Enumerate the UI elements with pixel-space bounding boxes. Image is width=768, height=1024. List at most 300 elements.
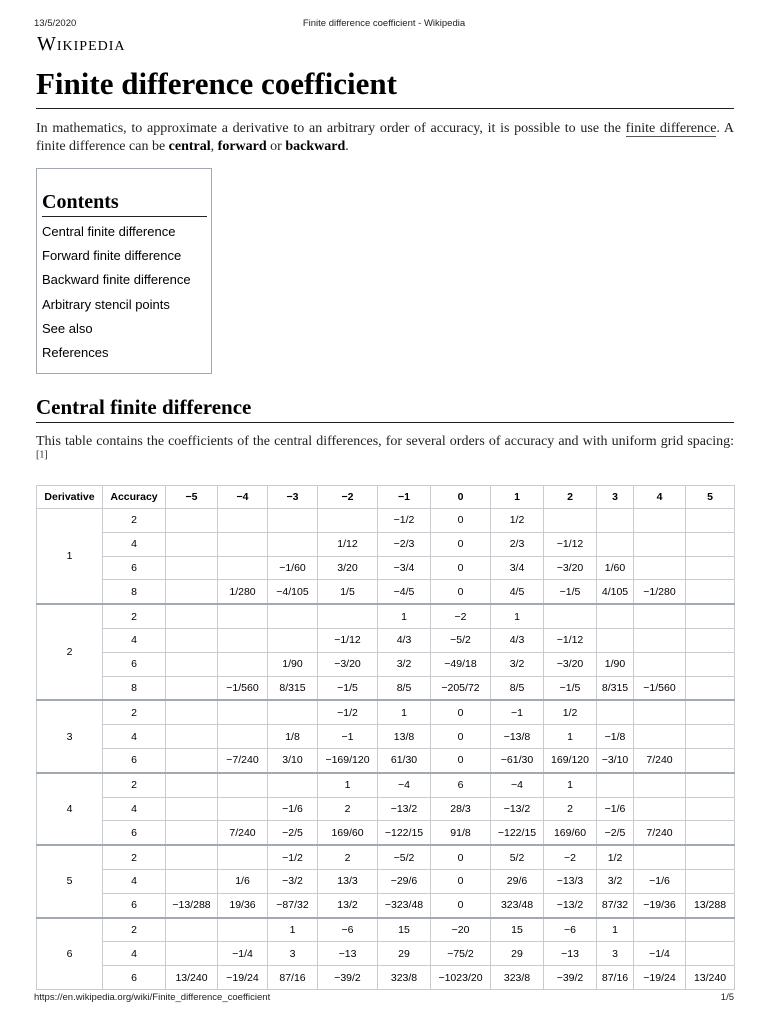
table-row [37, 556, 735, 580]
coefficient-cell: 87/16 [268, 966, 318, 990]
coefficient-cell [218, 773, 268, 797]
coefficient-cell: −122/15 [491, 821, 544, 845]
column-header: 2 [544, 486, 597, 509]
coefficient-cell: 1/60 [597, 556, 634, 580]
coefficient-cell: −6 [544, 918, 597, 942]
accuracy-cell: 6 [103, 821, 166, 845]
table-row [37, 604, 735, 628]
coefficient-cell [268, 700, 318, 724]
table-row [37, 628, 735, 652]
coefficient-cell: 1/90 [597, 652, 634, 676]
coefficient-cell: 13/288 [686, 893, 735, 917]
coefficient-cell: −13/3 [544, 869, 597, 893]
coefficient-cell: −49/18 [431, 652, 491, 676]
coefficient-cell: 1/2 [491, 509, 544, 533]
coefficient-cell: 1/2 [597, 845, 634, 869]
coefficient-cell: 13/2 [318, 893, 378, 917]
coefficient-cell: 8/5 [491, 676, 544, 700]
accuracy-cell: 6 [103, 556, 166, 580]
coefficient-cell: 87/16 [597, 966, 634, 990]
coefficient-cell [166, 604, 218, 628]
coefficient-cell: 1 [491, 604, 544, 628]
coefficient-cell [166, 918, 218, 942]
coefficient-cell: 169/60 [544, 821, 597, 845]
coefficient-cell: −4 [378, 773, 431, 797]
column-header: −3 [268, 486, 318, 509]
coefficient-cell: 1/12 [318, 532, 378, 556]
coefficient-cell [218, 509, 268, 533]
coefficient-cell [166, 845, 218, 869]
column-header: −1 [378, 486, 431, 509]
table-body [37, 509, 735, 990]
coefficient-cell [544, 604, 597, 628]
page-title: Finite difference coefficient [36, 64, 734, 109]
term-forward: forward [217, 139, 267, 154]
coefficient-cell [634, 604, 686, 628]
coefficient-cell: 3/4 [491, 556, 544, 580]
table-row [37, 652, 735, 676]
coefficient-cell: −29/6 [378, 869, 431, 893]
coefficient-cell: −5/2 [431, 628, 491, 652]
toc-item-references[interactable]: References [42, 344, 109, 360]
coefficient-cell: 13/240 [686, 966, 735, 990]
coefficient-cell [634, 797, 686, 821]
coefficient-cell: −1023/20 [431, 966, 491, 990]
coefficient-cell: −61/30 [491, 748, 544, 772]
accuracy-cell: 4 [103, 942, 166, 966]
coefficient-cell [218, 628, 268, 652]
table-row [37, 580, 735, 604]
coefficient-cell [686, 700, 735, 724]
intro-comma: , [210, 139, 218, 154]
coefficient-cell [634, 773, 686, 797]
coefficient-cell: −122/15 [378, 821, 431, 845]
coefficient-cell [318, 604, 378, 628]
accuracy-cell: 4 [103, 869, 166, 893]
section-text: This table contains the coefficients of the central differences, for several orders of accuracy and with uniform grid spacing: [36, 434, 734, 449]
coefficient-cell: −1/12 [544, 628, 597, 652]
finite-difference-link[interactable]: finite difference [625, 121, 717, 136]
central-difference-coefficient-table [36, 485, 735, 990]
coefficient-cell: 7/240 [634, 748, 686, 772]
derivative-cell: 1 [37, 509, 103, 605]
coefficient-cell [686, 556, 735, 580]
coefficient-cell: −4/5 [378, 580, 431, 604]
toc-title: Contents [42, 189, 207, 217]
coefficient-cell: 87/32 [597, 893, 634, 917]
table-row [37, 942, 735, 966]
table-row [37, 700, 735, 724]
coefficient-cell: 0 [431, 869, 491, 893]
coefficient-cell [686, 676, 735, 700]
accuracy-cell: 4 [103, 797, 166, 821]
coefficient-cell: 8/5 [378, 676, 431, 700]
coefficient-cell: 28/3 [431, 797, 491, 821]
coefficient-cell: 13/240 [166, 966, 218, 990]
table-row [37, 918, 735, 942]
table-row [37, 725, 735, 749]
coefficient-cell [686, 580, 735, 604]
coefficient-cell: −5/2 [378, 845, 431, 869]
column-header: −4 [218, 486, 268, 509]
coefficient-cell [318, 509, 378, 533]
derivative-cell: 6 [37, 918, 103, 990]
coefficient-cell: 3/20 [318, 556, 378, 580]
coefficient-cell [686, 942, 735, 966]
coefficient-cell: −1/5 [318, 676, 378, 700]
table-header-row [37, 486, 735, 509]
print-footer [34, 992, 734, 1004]
coefficient-cell [634, 652, 686, 676]
coefficient-cell [634, 556, 686, 580]
coefficient-cell [597, 604, 634, 628]
coefficient-cell: −1/560 [634, 676, 686, 700]
coefficient-cell: −13/2 [491, 797, 544, 821]
coefficient-cell: 323/8 [491, 966, 544, 990]
coefficient-cell [634, 725, 686, 749]
coefficient-cell [268, 532, 318, 556]
accuracy-cell: 6 [103, 966, 166, 990]
coefficient-cell [218, 797, 268, 821]
accuracy-cell: 2 [103, 604, 166, 628]
accuracy-cell: 4 [103, 628, 166, 652]
column-header: Accuracy [103, 486, 166, 509]
table-row [37, 869, 735, 893]
coefficient-cell [218, 532, 268, 556]
coefficient-cell: −13/8 [491, 725, 544, 749]
coefficient-cell [686, 845, 735, 869]
coefficient-cell [218, 725, 268, 749]
coefficient-cell: 1 [597, 918, 634, 942]
coefficient-cell [686, 869, 735, 893]
coefficient-cell: 61/30 [378, 748, 431, 772]
coefficient-cell [268, 509, 318, 533]
coefficient-cell: −19/36 [634, 893, 686, 917]
coefficient-cell: 4/5 [491, 580, 544, 604]
coefficient-cell [634, 628, 686, 652]
coefficient-cell [634, 532, 686, 556]
coefficient-cell: 13/3 [318, 869, 378, 893]
derivative-cell: 5 [37, 845, 103, 917]
coefficient-cell: 3/2 [491, 652, 544, 676]
coefficient-cell: −39/2 [318, 966, 378, 990]
coefficient-cell [686, 821, 735, 845]
coefficient-cell [218, 845, 268, 869]
coefficient-cell: 169/60 [318, 821, 378, 845]
coefficient-cell [686, 509, 735, 533]
coefficient-cell [597, 628, 634, 652]
coefficient-cell: −1/4 [634, 942, 686, 966]
coefficient-cell: −3/20 [318, 652, 378, 676]
coefficient-cell: 3/2 [597, 869, 634, 893]
coefficient-cell: −19/24 [634, 966, 686, 990]
coefficient-cell: 0 [431, 700, 491, 724]
intro-text-1: In mathematics, to approximate a derivative to an arbitrary order of accuracy, it is possible to use the [36, 121, 626, 136]
coefficient-cell: −1/8 [597, 725, 634, 749]
coefficient-cell: −13 [318, 942, 378, 966]
coefficient-cell: −13/288 [166, 893, 218, 917]
coefficient-cell: −3/4 [378, 556, 431, 580]
accuracy-cell: 6 [103, 893, 166, 917]
accuracy-cell: 6 [103, 748, 166, 772]
coefficient-cell: −1 [318, 725, 378, 749]
column-header: 3 [597, 486, 634, 509]
coefficient-cell [268, 628, 318, 652]
coefficient-cell: −3/20 [544, 556, 597, 580]
term-backward: backward [285, 139, 346, 154]
column-header: −2 [318, 486, 378, 509]
coefficient-cell: −1/560 [218, 676, 268, 700]
coefficient-cell: 1/5 [318, 580, 378, 604]
wikipedia-wordmark[interactable]: Wikipedia [37, 33, 126, 55]
coefficient-cell: 0 [431, 893, 491, 917]
coefficient-cell [166, 748, 218, 772]
coefficient-cell: −4/105 [268, 580, 318, 604]
coefficient-cell: −4 [491, 773, 544, 797]
table-row [37, 797, 735, 821]
print-header [34, 18, 734, 30]
coefficient-cell [634, 509, 686, 533]
coefficient-cell: −169/120 [318, 748, 378, 772]
column-header: Derivative [37, 486, 103, 509]
coefficient-cell: 7/240 [218, 821, 268, 845]
coefficient-cell [166, 532, 218, 556]
coefficient-cell: 0 [431, 580, 491, 604]
coefficient-cell: 8/315 [597, 676, 634, 700]
coefficient-cell: 1/2 [544, 700, 597, 724]
table-row [37, 966, 735, 990]
coefficient-cell: −1/5 [544, 676, 597, 700]
coefficient-cell: −13 [544, 942, 597, 966]
print-page-title: Finite difference coefficient - Wikipedia [302, 18, 466, 29]
coefficient-cell: 0 [431, 748, 491, 772]
table-row [37, 893, 735, 917]
coefficient-cell [166, 797, 218, 821]
coefficient-cell [166, 628, 218, 652]
coefficient-cell: 4/3 [491, 628, 544, 652]
table-row [37, 509, 735, 533]
coefficient-cell [686, 652, 735, 676]
accuracy-cell: 2 [103, 509, 166, 533]
derivative-cell: 3 [37, 700, 103, 772]
coefficient-cell: 4/105 [597, 580, 634, 604]
accuracy-cell: 6 [103, 652, 166, 676]
print-page-number: 1/5 [720, 992, 734, 1003]
coefficient-cell: 3 [597, 942, 634, 966]
accuracy-cell: 2 [103, 773, 166, 797]
coefficient-cell: 0 [431, 556, 491, 580]
coefficient-cell: −1/60 [268, 556, 318, 580]
coefficient-cell: −39/2 [544, 966, 597, 990]
coefficient-cell: −1/6 [268, 797, 318, 821]
coefficient-cell [166, 725, 218, 749]
coefficient-cell: −87/32 [268, 893, 318, 917]
print-url: https://en.wikipedia.org/wiki/Finite_difference_coefficient [34, 992, 271, 1003]
coefficient-cell: −323/48 [378, 893, 431, 917]
table-row [37, 748, 735, 772]
coefficient-cell [218, 700, 268, 724]
table-of-contents [36, 168, 212, 374]
coefficient-cell [634, 700, 686, 724]
coefficient-cell: 5/2 [491, 845, 544, 869]
coefficient-cell: 15 [378, 918, 431, 942]
coefficient-cell: 323/8 [378, 966, 431, 990]
coefficient-cell [166, 700, 218, 724]
print-date: 13/5/2020 [34, 18, 77, 29]
coefficient-cell: 3/10 [268, 748, 318, 772]
coefficient-cell: −2/3 [378, 532, 431, 556]
coefficient-cell: 7/240 [634, 821, 686, 845]
coefficient-cell: −13/2 [544, 893, 597, 917]
coefficient-cell: −2/5 [268, 821, 318, 845]
column-header: −5 [166, 486, 218, 509]
coefficient-cell: −1/4 [218, 942, 268, 966]
coefficient-cell [686, 918, 735, 942]
coefficient-cell: 1/8 [268, 725, 318, 749]
section-paragraph [36, 433, 734, 469]
column-header: 0 [431, 486, 491, 509]
coefficient-cell [634, 918, 686, 942]
toc-item-backward-finite-difference[interactable]: Backward finite difference [42, 272, 191, 288]
coefficient-cell: 91/8 [431, 821, 491, 845]
toc-item-see-also[interactable]: See also [42, 320, 93, 336]
coefficient-cell [166, 676, 218, 700]
table-row [37, 821, 735, 845]
reference-link[interactable]: [1] [36, 449, 48, 461]
coefficient-cell [166, 773, 218, 797]
coefficient-cell [686, 748, 735, 772]
coefficient-cell: 0 [431, 845, 491, 869]
coefficient-cell [597, 509, 634, 533]
coefficient-cell: 1 [544, 773, 597, 797]
coefficient-cell: −1/2 [378, 509, 431, 533]
coefficient-cell: 1 [318, 773, 378, 797]
column-header: 5 [686, 486, 735, 509]
coefficient-cell [166, 556, 218, 580]
coefficient-cell [686, 604, 735, 628]
toc-item-forward-finite-difference[interactable]: Forward finite difference [42, 248, 182, 264]
accuracy-cell: 8 [103, 580, 166, 604]
coefficient-cell: 29 [378, 942, 431, 966]
table-row [37, 773, 735, 797]
coefficient-cell: −1/12 [318, 628, 378, 652]
coefficient-cell [218, 652, 268, 676]
coefficient-cell [268, 773, 318, 797]
coefficient-cell [166, 509, 218, 533]
coefficient-cell [686, 773, 735, 797]
intro-paragraph [36, 120, 734, 156]
coefficient-cell: −7/240 [218, 748, 268, 772]
toc-item-arbitrary-stencil-points[interactable]: Arbitrary stencil points [42, 296, 170, 312]
coefficient-cell [686, 725, 735, 749]
coefficient-cell: −20 [431, 918, 491, 942]
column-header: 4 [634, 486, 686, 509]
coefficient-cell: −1/2 [318, 700, 378, 724]
coefficient-cell: 6 [431, 773, 491, 797]
coefficient-cell: 19/36 [218, 893, 268, 917]
coefficient-cell [218, 604, 268, 628]
coefficient-cell: 1 [378, 700, 431, 724]
coefficient-cell: 1 [378, 604, 431, 628]
coefficient-cell: −1/5 [544, 580, 597, 604]
coefficient-cell: 3 [268, 942, 318, 966]
coefficient-cell [268, 604, 318, 628]
coefficient-cell: 8/315 [268, 676, 318, 700]
coefficient-cell: 1/280 [218, 580, 268, 604]
coefficient-cell: 13/8 [378, 725, 431, 749]
coefficient-cell [686, 797, 735, 821]
coefficient-cell: −1 [491, 700, 544, 724]
coefficient-cell: −3/10 [597, 748, 634, 772]
coefficient-cell: −2/5 [597, 821, 634, 845]
coefficient-cell: −3/20 [544, 652, 597, 676]
coefficient-cell [166, 821, 218, 845]
coefficient-cell: 323/48 [491, 893, 544, 917]
coefficient-cell [166, 869, 218, 893]
term-central: central [168, 139, 211, 154]
coefficient-cell: −6 [318, 918, 378, 942]
coefficient-cell: 29/6 [491, 869, 544, 893]
intro-or: or [266, 139, 286, 154]
accuracy-cell: 2 [103, 918, 166, 942]
accuracy-cell: 4 [103, 532, 166, 556]
coefficient-cell: −1/280 [634, 580, 686, 604]
column-header: 1 [491, 486, 544, 509]
coefficient-cell [166, 942, 218, 966]
coefficient-cell: −75/2 [431, 942, 491, 966]
toc-item-central-finite-difference[interactable]: Central finite difference [42, 224, 176, 239]
coefficient-cell: −1/6 [597, 797, 634, 821]
coefficient-cell: −2 [544, 845, 597, 869]
coefficient-cell [686, 628, 735, 652]
coefficient-cell: −205/72 [431, 676, 491, 700]
coefficient-cell: 169/120 [544, 748, 597, 772]
accuracy-cell: 8 [103, 676, 166, 700]
coefficient-cell: 2 [318, 797, 378, 821]
coefficient-cell: −2 [431, 604, 491, 628]
coefficient-cell [686, 532, 735, 556]
coefficient-cell: 0 [431, 725, 491, 749]
derivative-cell: 2 [37, 604, 103, 700]
coefficient-cell: −3/2 [268, 869, 318, 893]
coefficient-cell: −13/2 [378, 797, 431, 821]
coefficient-cell [634, 845, 686, 869]
coefficient-cell [597, 773, 634, 797]
coefficient-cell [544, 509, 597, 533]
coefficient-cell: 2 [318, 845, 378, 869]
coefficient-cell: 0 [431, 509, 491, 533]
coefficient-cell: −1/2 [268, 845, 318, 869]
coefficient-cell [597, 532, 634, 556]
accuracy-cell: 2 [103, 845, 166, 869]
coefficient-cell: −19/24 [218, 966, 268, 990]
coefficient-cell: 1/6 [218, 869, 268, 893]
accuracy-cell: 2 [103, 700, 166, 724]
coefficient-cell: −1/12 [544, 532, 597, 556]
coefficient-cell [166, 580, 218, 604]
coefficient-cell: 2/3 [491, 532, 544, 556]
coefficient-cell: 1/90 [268, 652, 318, 676]
coefficient-cell: −1/6 [634, 869, 686, 893]
table-row [37, 845, 735, 869]
coefficient-cell [218, 556, 268, 580]
coefficient-cell [218, 918, 268, 942]
coefficient-cell: 4/3 [378, 628, 431, 652]
table-row [37, 676, 735, 700]
coefficient-cell: 3/2 [378, 652, 431, 676]
coefficient-cell [166, 652, 218, 676]
coefficient-cell [597, 700, 634, 724]
